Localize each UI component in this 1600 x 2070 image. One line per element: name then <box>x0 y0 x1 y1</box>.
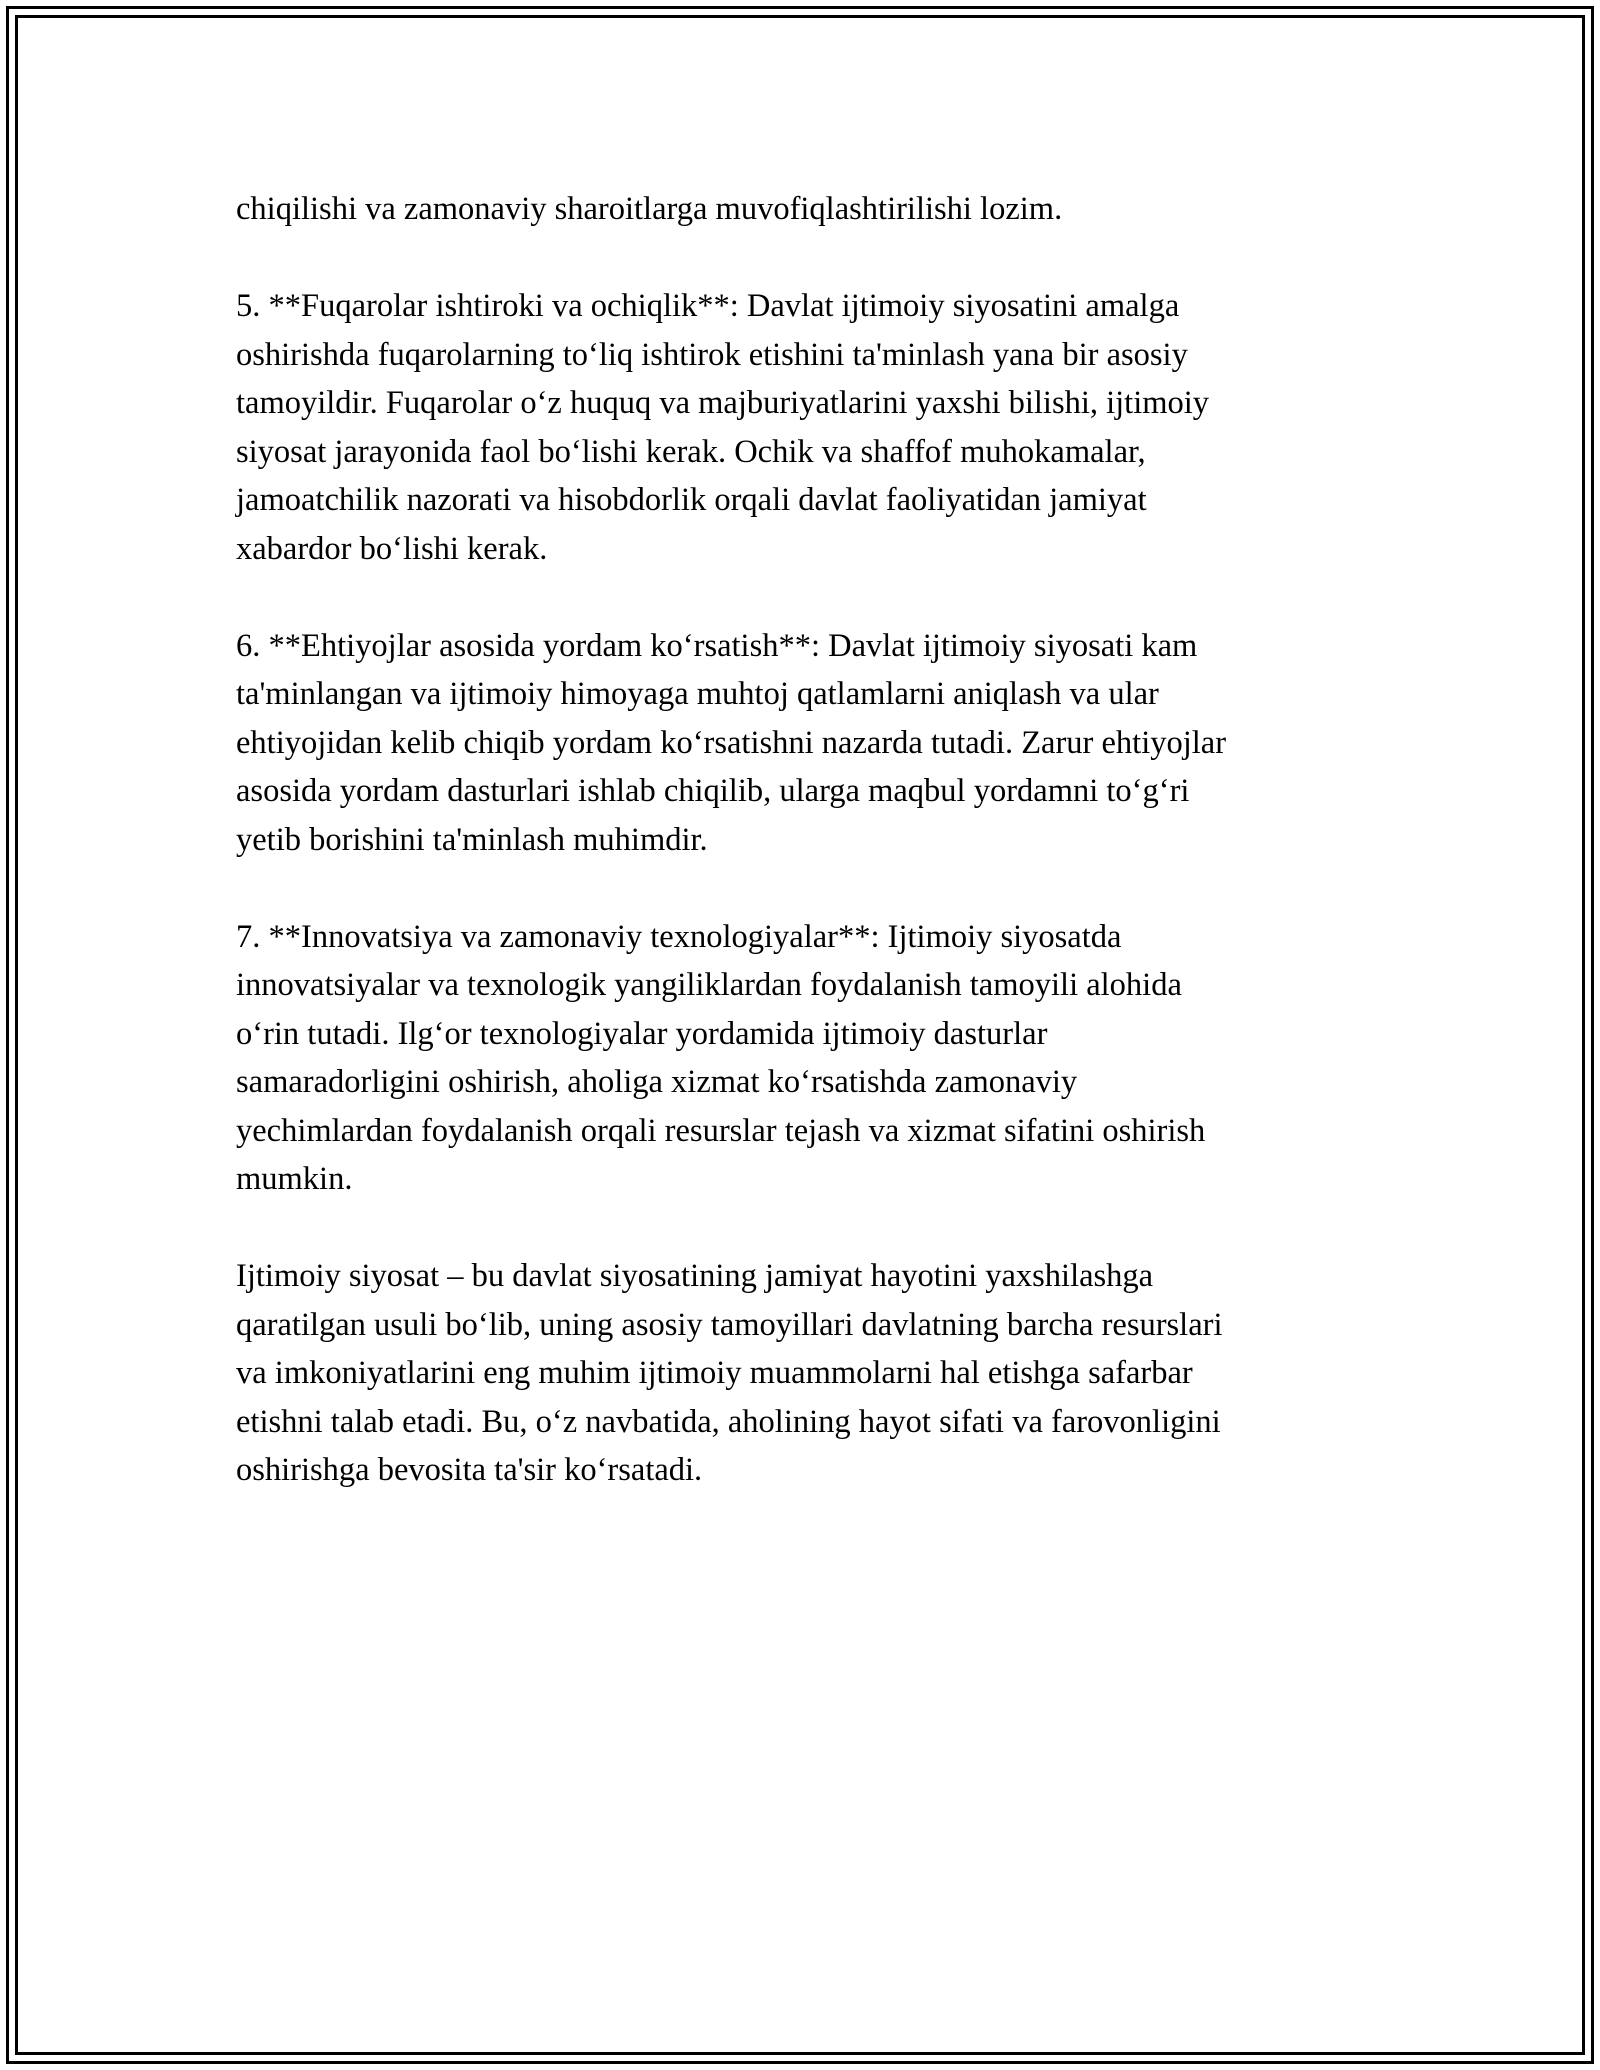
paragraph-conclusion: Ijtimoiy siyosat – bu davlat siyosatining jamiyat hayotini yaxshilashga qaratilgan usuli bo‘lib, uning asosiy tamoyillari davlatning barcha resurslari va imkoniyatlarini eng muhim ijtimoiy muammolarni hal etishga safarbar etishni talab etadi. Bu, o‘z navbatida, aholining hayot sifati va farovonligini oshirishga bevosita ta'sir ko‘rsatadi. <box>236 1258 1223 1488</box>
paragraph-item-7: 7. **Innovatsiya va zamonaviy texnologiyalar**: Ijtimoiy siyosatda innovatsiyalar va texnologik yangiliklardan foydalanish tamoyili alohida o‘rin tutadi. Ilg‘or texnologiyalar yordamida ijtimoiy dasturlar samaradorligini oshirish, aholiga xizmat ko‘rsatishda zamonaviy yechimlardan foydalanish orqali resurslar tejash va xizmat sifatini oshirish mumkin. <box>236 918 1206 1197</box>
document-body <box>236 185 1376 1543</box>
paragraph-item-5: 5. **Fuqarolar ishtiroki va ochiqlik**: Davlat ijtimoiy siyosatini amalga oshirishda fuqarolarning to‘liq ishtirok etishini ta'minlash yana bir asosiy tamoyildir. Fuqarolar o‘z huquq va majburiyatlarini yaxshi bilishi, ijtimoiy siyosat jarayonida faol bo‘lishi kerak. Ochik va shaffof muhokamalar, jamoatchilik nazorati va hisobdorlik orqali davlat faoliyatidan jamiyat xabardor bo‘lishi kerak. <box>236 288 1210 567</box>
paragraph-continuation: chiqilishi va zamonaviy sharoitlarga muvofiqlashtirilishi lozim. <box>236 191 1063 227</box>
paragraph-item-6: 6. **Ehtiyojlar asosida yordam ko‘rsatish**: Davlat ijtimoiy siyosati kam ta'minlangan va ijtimoiy himoyaga muhtoj qatlamlarni aniqlash va ular ehtiyojidan kelib chiqib yordam ko‘rsatishni nazarda tutadi. Zarur ehtiyojlar asosida yordam dasturlari ishlab chiqilib, ularga maqbul yordamni to‘g‘ri yetib borishini ta'minlash muhimdir. <box>236 627 1227 858</box>
